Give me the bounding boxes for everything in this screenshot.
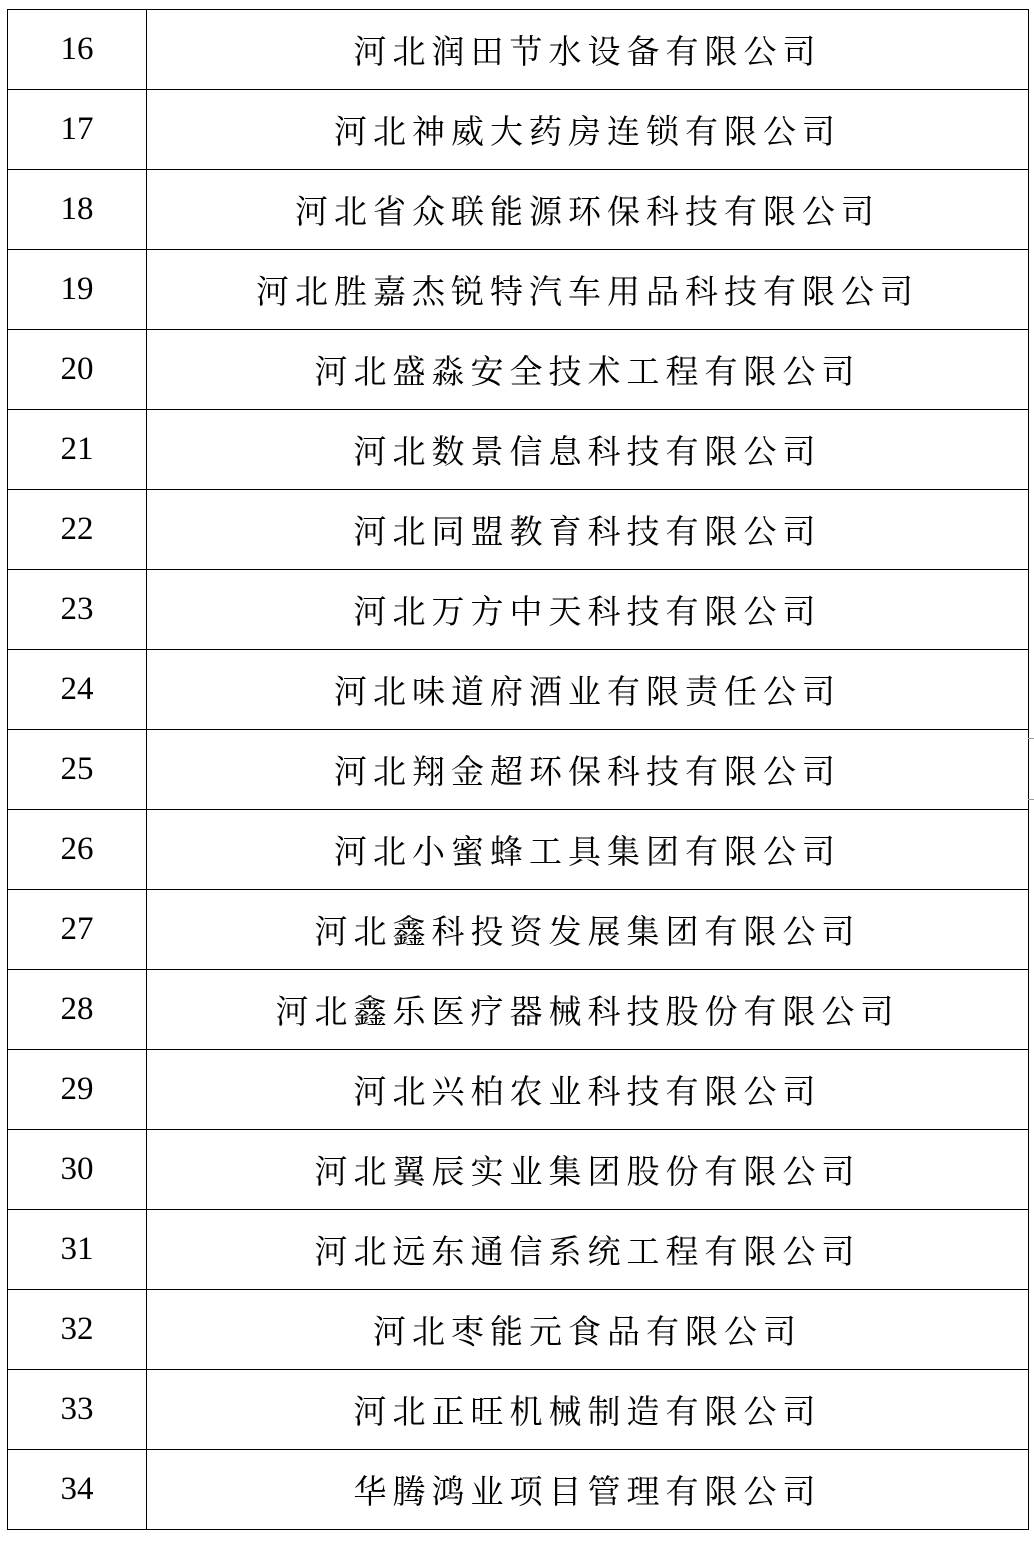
margin-marker: [1028, 799, 1034, 800]
row-number: 22: [8, 490, 147, 570]
row-number: 31: [8, 1210, 147, 1290]
company-name: 河北省众联能源环保科技有限公司: [147, 170, 1029, 250]
table-body: [8, 10, 1029, 1530]
table-row: [8, 1450, 1029, 1530]
row-number: 21: [8, 410, 147, 490]
company-name: 河北远东通信系统工程有限公司: [147, 1210, 1029, 1290]
table-row: [8, 1050, 1029, 1130]
company-name: 河北同盟教育科技有限公司: [147, 490, 1029, 570]
company-name: 河北胜嘉杰锐特汽车用品科技有限公司: [147, 250, 1029, 330]
company-name: 河北鑫乐医疗器械科技股份有限公司: [147, 970, 1029, 1050]
row-number: 17: [8, 90, 147, 170]
table-row: [8, 650, 1029, 730]
table-row: [8, 1370, 1029, 1450]
table-row: [8, 730, 1029, 810]
company-name: 河北神威大药房连锁有限公司: [147, 90, 1029, 170]
row-number: 27: [8, 890, 147, 970]
company-name: 河北翼辰实业集团股份有限公司: [147, 1130, 1029, 1210]
table-row: [8, 1130, 1029, 1210]
row-number: 18: [8, 170, 147, 250]
row-number: 33: [8, 1370, 147, 1450]
row-number: 25: [8, 730, 147, 810]
company-name: 河北小蜜蜂工具集团有限公司: [147, 810, 1029, 890]
company-list-table: [7, 9, 1029, 1530]
row-number: 20: [8, 330, 147, 410]
company-name: 河北润田节水设备有限公司: [147, 10, 1029, 90]
company-name: 河北数景信息科技有限公司: [147, 410, 1029, 490]
table-row: [8, 170, 1029, 250]
company-name: 河北味道府酒业有限责任公司: [147, 650, 1029, 730]
row-number: 29: [8, 1050, 147, 1130]
table-row: [8, 250, 1029, 330]
table-row: [8, 810, 1029, 890]
row-number: 30: [8, 1130, 147, 1210]
company-name: 河北正旺机械制造有限公司: [147, 1370, 1029, 1450]
table-row: [8, 1290, 1029, 1370]
table-row: [8, 90, 1029, 170]
row-number: 23: [8, 570, 147, 650]
table-row: [8, 1210, 1029, 1290]
row-number: 16: [8, 10, 147, 90]
company-name: 河北盛淼安全技术工程有限公司: [147, 330, 1029, 410]
margin-marker: [1028, 738, 1034, 739]
company-name: 河北枣能元食品有限公司: [147, 1290, 1029, 1370]
row-number: 34: [8, 1450, 147, 1530]
table-row: [8, 890, 1029, 970]
table-row: [8, 10, 1029, 90]
row-number: 19: [8, 250, 147, 330]
company-name: 河北翔金超环保科技有限公司: [147, 730, 1029, 810]
company-name: 河北兴柏农业科技有限公司: [147, 1050, 1029, 1130]
company-name: 河北万方中天科技有限公司: [147, 570, 1029, 650]
row-number: 26: [8, 810, 147, 890]
table-row: [8, 570, 1029, 650]
row-number: 32: [8, 1290, 147, 1370]
row-number: 28: [8, 970, 147, 1050]
row-number: 24: [8, 650, 147, 730]
company-name: 华腾鸿业项目管理有限公司: [147, 1450, 1029, 1530]
table-row: [8, 490, 1029, 570]
table-row: [8, 410, 1029, 490]
table-row: [8, 330, 1029, 410]
table-row: [8, 970, 1029, 1050]
company-name: 河北鑫科投资发展集团有限公司: [147, 890, 1029, 970]
